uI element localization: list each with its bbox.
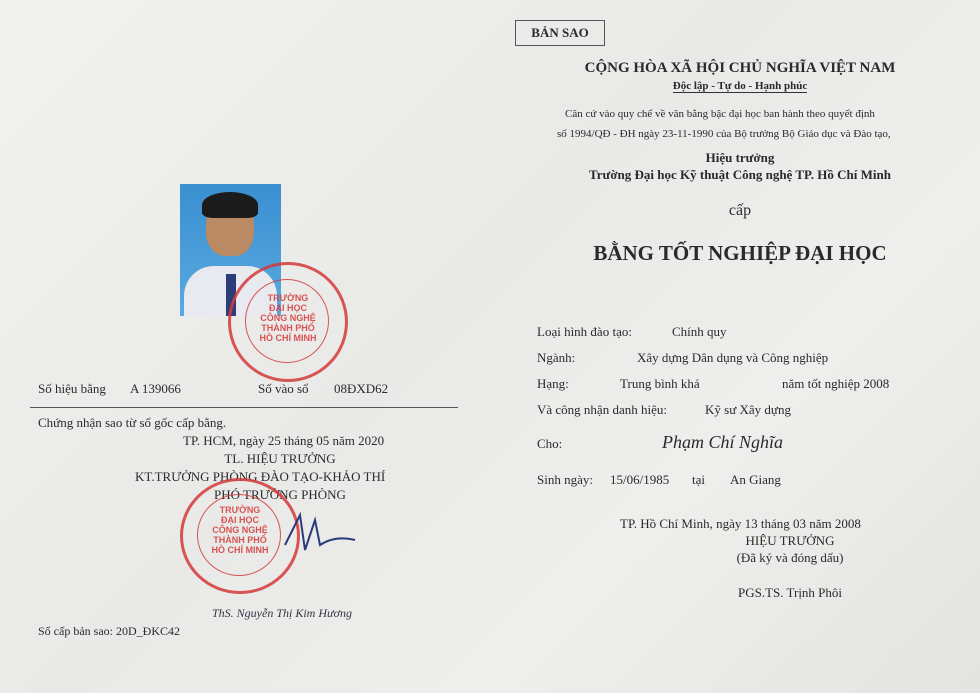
register-label: Số vào sổ (258, 381, 309, 396)
major: Xây dựng Dân dụng và Công nghiệp (637, 350, 829, 365)
certification-text: Chứng nhận sao từ sổ gốc cấp bằng. (38, 415, 227, 430)
grad-year: năm tốt nghiệp 2008 (782, 376, 890, 391)
birthplace: An Giang (730, 472, 781, 487)
training-type-label: Loại hình đào tạo: (537, 324, 632, 339)
major-label: Ngành: (537, 350, 576, 365)
issue-signer: PGS.TS. Trịnh Phôi (737, 585, 843, 600)
copy-date: TP. HCM, ngày 25 tháng 05 năm 2020 (183, 433, 385, 448)
handwritten-signature (280, 505, 360, 565)
rector-heading: Hiệu trưởng (705, 150, 775, 165)
motto: Độc lập - Tự do - Hạnh phúc (672, 80, 808, 92)
school-seal-stamp: TRƯỜNG ĐẠI HỌC CÔNG NGHỆ THÀNH PHỐ HỒ CHÍ MINH (228, 262, 348, 382)
rank-label: Hạng: (537, 376, 569, 391)
at-word: tại (692, 472, 705, 487)
issue-role: HIỆU TRƯỞNG (745, 533, 835, 548)
register-number: 08ĐXD62 (334, 381, 389, 396)
copy-role-1: TL. HIỆU TRƯỞNG (224, 451, 336, 466)
issue-date: TP. Hồ Chí Minh, ngày 13 tháng 03 năm 2008 (620, 516, 861, 531)
degree-title: Kỹ sư Xây dựng (705, 402, 791, 417)
diploma-title: BẰNG TỐT NGHIỆP ĐẠI HỌC (593, 241, 887, 265)
rank: Trung bình khá (620, 376, 700, 391)
copy-signer: ThS. Nguyễn Thị Kim Hương (212, 606, 352, 620)
copy-number: Số cấp bản sao: 20D_ĐKC42 (38, 624, 180, 638)
serial-label: Số hiệu bằng (38, 381, 106, 396)
degree-title-label: Và công nhận danh hiệu: (537, 402, 667, 417)
copy-role-3: PHÓ TRƯỞNG PHÒNG (214, 487, 346, 502)
recipient-name: Phạm Chí Nghĩa (662, 432, 784, 452)
dob: 15/06/1985 (610, 472, 670, 487)
dob-label: Sinh ngày: (537, 472, 593, 487)
recipient-label: Cho: (537, 436, 563, 451)
training-type: Chính quy (672, 324, 727, 339)
grants-word: cấp (728, 202, 752, 219)
serial-number: A 139066 (130, 381, 181, 396)
school-name: Trường Đại học Kỹ thuật Công nghệ TP. Hồ Chí Minh (589, 167, 891, 182)
divider (30, 407, 458, 408)
country-name: CỘNG HÒA XÃ HỘI CHỦ NGHĨA VIỆT NAM (584, 60, 896, 76)
legal-basis-2: số 1994/QĐ - ĐH ngày 23-11-1990 của Bộ trưởng Bộ Giáo dục và Đào tạo, (557, 128, 891, 140)
copy-label: BẢN SAO (515, 20, 605, 46)
issue-note: (Đã ký và đóng dấu) (736, 550, 844, 565)
copy-seal-stamp: TRƯỜNG ĐẠI HỌC CÔNG NGHỆ THÀNH PHỐ HỒ CHÍ MINH (180, 478, 300, 594)
legal-basis-1: Căn cứ vào quy chế về văn bằng bậc đại học ban hành theo quyết định (565, 108, 875, 120)
copy-role-2: KT.TRƯỞNG PHÒNG ĐÀO TẠO-KHẢO THÍ (135, 469, 386, 484)
